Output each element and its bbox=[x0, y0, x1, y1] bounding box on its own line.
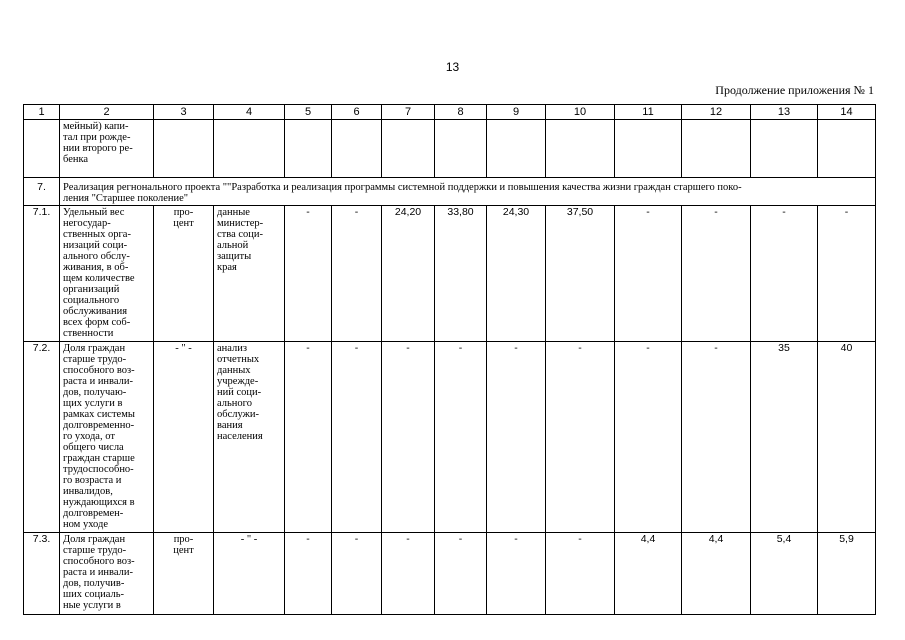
value-cell: - bbox=[285, 342, 332, 533]
indicator-row-7-1 bbox=[24, 206, 876, 342]
column-header: 14 bbox=[818, 105, 876, 120]
value-cell: - bbox=[682, 342, 751, 533]
indicator-row-7-2 bbox=[24, 342, 876, 533]
indicator-name-cell: Доля граждан старше трудо- способного воз- раста и инвали- дов, получаю- щих услуги в рамках системы долговременно- го ухода, от общего числа граждан старше трудоспособно- го возраста и инвалидов, нуждающихся в долговремен- ном уходе bbox=[60, 342, 154, 533]
value-cell: - bbox=[285, 533, 332, 615]
source-cell bbox=[214, 120, 285, 178]
column-header: 13 bbox=[751, 105, 818, 120]
value-cell: 24,30 bbox=[487, 206, 546, 342]
column-header: 5 bbox=[285, 105, 332, 120]
column-header: 1 bbox=[24, 105, 60, 120]
value-cell bbox=[615, 120, 682, 178]
section-title: Реализация регнонального проекта ""Разработка и реализация программы системной поддержки и повышения качества жизни граждан старшего поко- ления "Старшее поколение" bbox=[60, 178, 876, 206]
value-cell: 5,9 bbox=[818, 533, 876, 615]
value-cell: - bbox=[615, 206, 682, 342]
column-header: 7 bbox=[382, 105, 435, 120]
value-cell bbox=[682, 120, 751, 178]
row-code-cell bbox=[24, 120, 60, 178]
section-code: 7. bbox=[24, 178, 60, 206]
value-cell: 5,4 bbox=[751, 533, 818, 615]
value-cell: - bbox=[818, 206, 876, 342]
value-cell bbox=[435, 120, 487, 178]
value-cell: - bbox=[382, 342, 435, 533]
value-cell: - bbox=[332, 533, 382, 615]
value-cell: 4,4 bbox=[682, 533, 751, 615]
column-header: 12 bbox=[682, 105, 751, 120]
unit-cell: про- цент bbox=[154, 206, 214, 342]
section-row bbox=[24, 178, 876, 206]
value-cell: - bbox=[435, 342, 487, 533]
value-cell: 24,20 bbox=[382, 206, 435, 342]
unit-cell bbox=[154, 120, 214, 178]
value-cell: - bbox=[546, 533, 615, 615]
column-header: 2 bbox=[60, 105, 154, 120]
row-code-cell: 7.2. bbox=[24, 342, 60, 533]
column-header: 8 bbox=[435, 105, 487, 120]
row-code-cell: 7.3. bbox=[24, 533, 60, 615]
column-header: 3 bbox=[154, 105, 214, 120]
page-number: 13 bbox=[445, 60, 460, 74]
unit-cell: про- цент bbox=[154, 533, 214, 615]
value-cell: - bbox=[546, 342, 615, 533]
value-cell bbox=[546, 120, 615, 178]
column-header: 11 bbox=[615, 105, 682, 120]
value-cell bbox=[818, 120, 876, 178]
value-cell: - bbox=[285, 206, 332, 342]
source-cell: данные министер- ства соци- альной защиты края bbox=[214, 206, 285, 342]
indicator-name-cell: Удельный вес негосудар- ственных орга- низаций соци- ального обслу- живания, в об- щем количестве организаций социального обслуживания всех форм соб- ственности bbox=[60, 206, 154, 342]
source-cell: - " - bbox=[214, 533, 285, 615]
value-cell: - bbox=[382, 533, 435, 615]
carried-over-row bbox=[24, 120, 876, 178]
value-cell: 33,80 bbox=[435, 206, 487, 342]
indicator-table bbox=[23, 104, 876, 615]
column-number-row bbox=[24, 105, 876, 120]
column-header: 4 bbox=[214, 105, 285, 120]
indicator-name-cell: Доля граждан старше трудо- способного воз- раста и инвали- дов, получив- ших социаль- ные услуги в bbox=[60, 533, 154, 615]
value-cell bbox=[751, 120, 818, 178]
unit-cell: - " - bbox=[154, 342, 214, 533]
value-cell bbox=[382, 120, 435, 178]
indicator-name-cell: мейный) капи- тал при рожде- нии второго ре- бенка bbox=[60, 120, 154, 178]
appendix-continuation-label: Продолжение приложения № 1 bbox=[715, 83, 874, 97]
value-cell: 40 bbox=[818, 342, 876, 533]
value-cell: - bbox=[487, 533, 546, 615]
source-cell: анализ отчетных данных учрежде- ний соци- ального обслужи- вания населения bbox=[214, 342, 285, 533]
column-header: 10 bbox=[546, 105, 615, 120]
value-cell: 37,50 bbox=[546, 206, 615, 342]
value-cell bbox=[285, 120, 332, 178]
value-cell: 35 bbox=[751, 342, 818, 533]
value-cell: - bbox=[332, 342, 382, 533]
row-code-cell: 7.1. bbox=[24, 206, 60, 342]
column-header: 9 bbox=[487, 105, 546, 120]
value-cell bbox=[332, 120, 382, 178]
value-cell: - bbox=[615, 342, 682, 533]
value-cell: - bbox=[332, 206, 382, 342]
value-cell: 4,4 bbox=[615, 533, 682, 615]
value-cell bbox=[487, 120, 546, 178]
value-cell: - bbox=[487, 342, 546, 533]
indicator-row-7-3 bbox=[24, 533, 876, 615]
value-cell: - bbox=[435, 533, 487, 615]
value-cell: - bbox=[751, 206, 818, 342]
value-cell: - bbox=[682, 206, 751, 342]
column-header: 6 bbox=[332, 105, 382, 120]
